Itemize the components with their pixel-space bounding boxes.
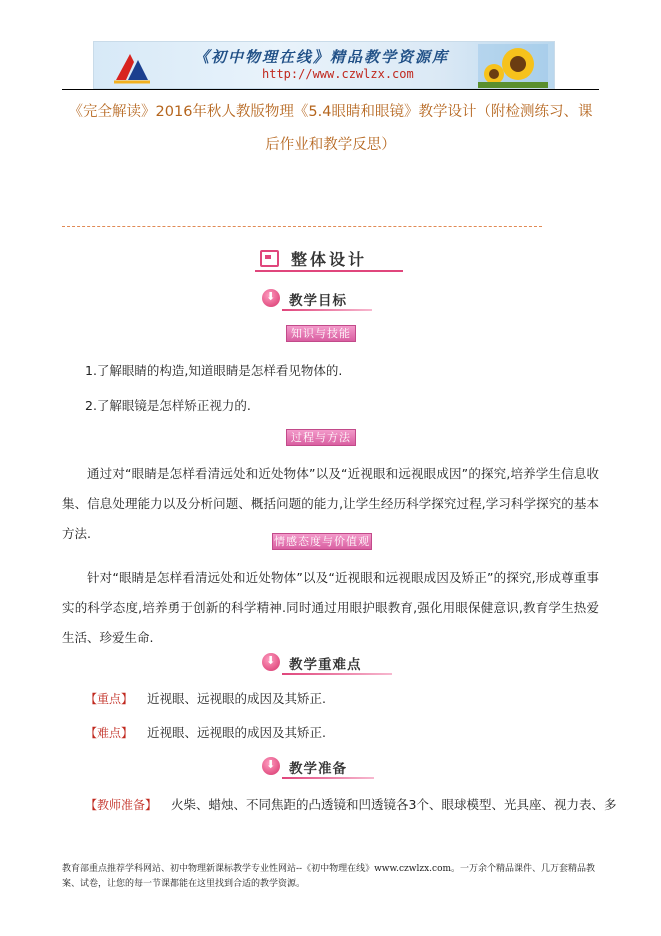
section-key-points <box>262 651 392 675</box>
difficult-point-text: 近视眼、远视眼的成因及其矫正. <box>147 725 326 740</box>
down-arrow-icon <box>262 289 280 307</box>
knowledge-item: 2.了解眼镜是怎样矫正视力的. <box>85 398 251 413</box>
process-paragraph: 通过对“眼睛是怎样看清远处和近处物体”以及“近视眼和远视眼成因”的探究,培养学生信息收集、信息处理能力以及分析问题、概括问题的能力,让学生经历科学探究过程,学习科学探究的基本方法. <box>62 466 599 541</box>
section-title: 教学准备 <box>289 761 347 777</box>
monitor-icon <box>260 250 279 267</box>
tag-knowledge-skills: 知识与技能 <box>286 325 356 342</box>
footer-text: 教育部重点推荐学科网站、初中物理新课标教学专业性网站--《初中物理在线》www.czwlzx.com。一万余个精品课件、几万套精品教案、试卷，让您的每一节课都能在这里找到合适的教学资源。 <box>62 864 596 889</box>
key-point-label: 【重点】 <box>85 692 134 706</box>
emotion-paragraph: 针对“眼睛是怎样看清远处和近处物体”以及“近视眼和远视眼成因及矫正”的探究,形成尊重事实的科学态度,培养勇于创新的科学精神.同时通过用眼护眼教育,强化用眼保健意识,教育学生热爱生活、珍爱生命. <box>62 570 599 645</box>
header-banner <box>93 41 555 89</box>
document-title: 《完全解读》2016年秋人教版物理《5.4眼睛和眼镜》教学设计（附检测练习、课后作业和教学反思） <box>68 104 593 153</box>
teacher-prep-row <box>85 795 616 813</box>
section-preparation <box>262 755 382 779</box>
logo-icon <box>112 48 152 84</box>
difficult-point-row <box>85 723 326 741</box>
banner-url[interactable]: http://www.czwlzx.com <box>262 67 414 81</box>
teacher-prep-label: 【教师准备】 <box>85 798 158 812</box>
key-point-row <box>85 689 326 707</box>
dashed-divider <box>62 226 542 227</box>
down-arrow-icon <box>262 757 280 775</box>
tag-process-method: 过程与方法 <box>286 429 356 446</box>
down-arrow-icon <box>262 653 280 671</box>
section-underline <box>255 270 403 272</box>
section-title: 整体设计 <box>291 250 368 269</box>
section-overall-design <box>255 245 405 273</box>
difficult-point-label: 【难点】 <box>85 726 134 740</box>
knowledge-item: 1.了解眼睛的构造,知道眼睛是怎样看见物体的. <box>85 363 343 378</box>
banner-title: 《初中物理在线》精品教学资源库 <box>194 48 450 66</box>
section-title: 教学重难点 <box>289 657 362 673</box>
section-objectives <box>262 287 382 311</box>
tag-emotion-values: 情感态度与价值观 <box>274 535 370 548</box>
section-title: 教学目标 <box>289 293 347 309</box>
section-underline <box>282 309 372 311</box>
sunflower-icon <box>478 44 548 88</box>
header-divider <box>62 89 599 90</box>
section-underline <box>282 673 392 675</box>
teacher-prep-text: 火柴、蜡烛、不同焦距的凸透镜和凹透镜各3个、眼球模型、光具座、视力表、多 <box>171 797 617 812</box>
key-point-text: 近视眼、远视眼的成因及其矫正. <box>147 691 326 706</box>
section-underline <box>282 777 374 779</box>
